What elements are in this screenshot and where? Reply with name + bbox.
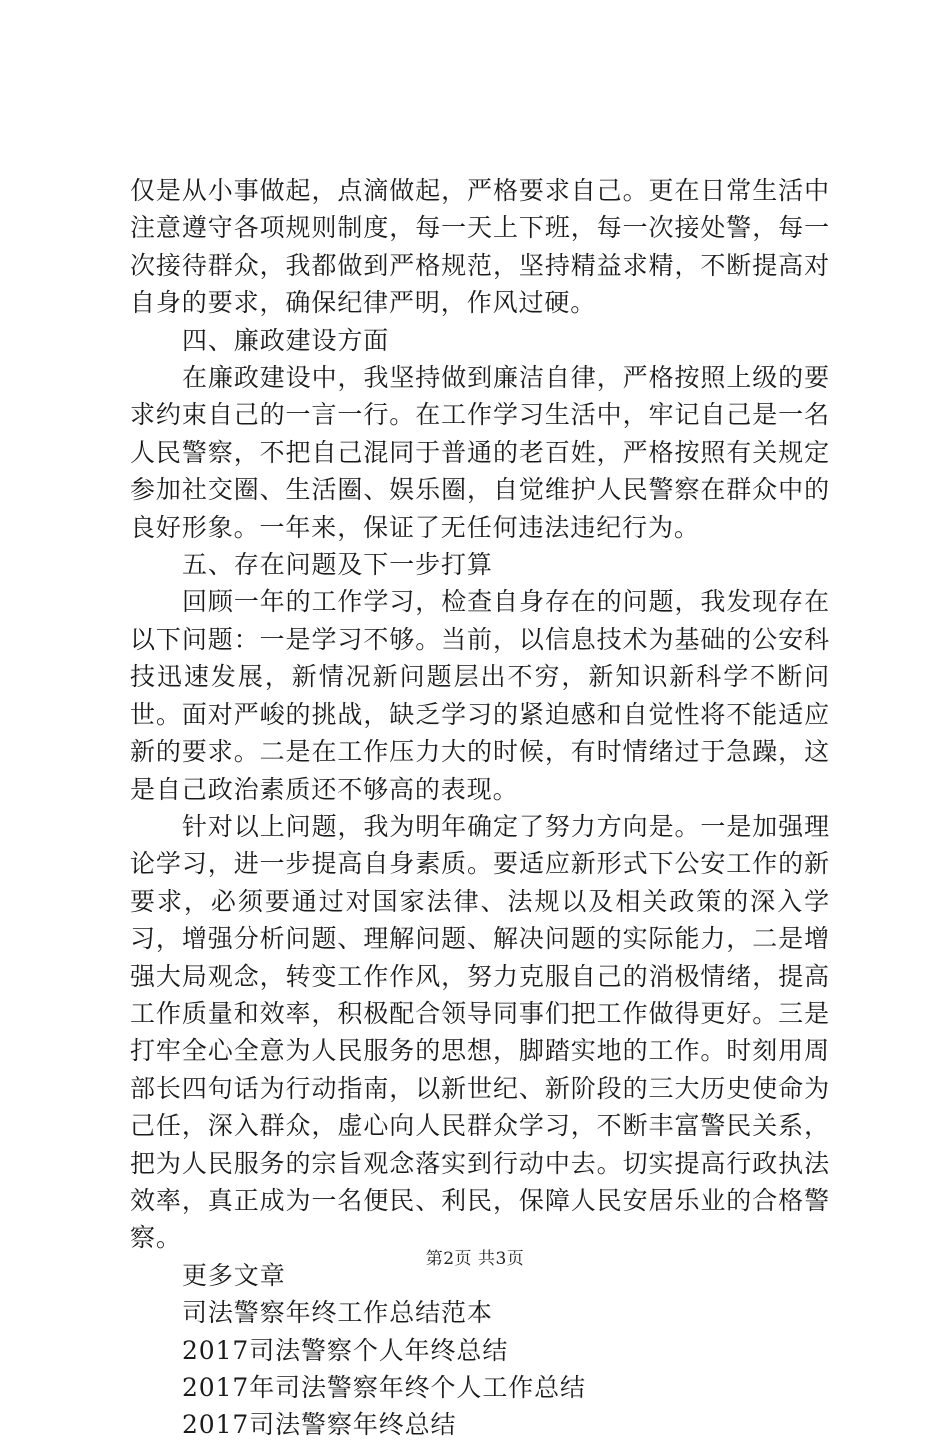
- more-article-link[interactable]: 司法警察年终工作总结范本: [182, 1298, 493, 1328]
- more-article-link[interactable]: 2017年司法警察年终个人工作总结: [182, 1373, 586, 1402]
- paragraph-problems: 回顾一年的工作学习，检查自身存在的问题，我发现存在以下问题：一是学习不够。当前，以信息技术为基础的公安科技迅速发展，新情况新问题层出不穷，新知识新科学不断问世。面对严峻的挑战，缺乏学习的紧迫感和自觉性将不能适应新的要求。二是在工作压力大的时候，有时情绪过于急躁，这是自己政治素质还不够高的表现。: [130, 587, 830, 804]
- more-articles-list: [130, 1294, 830, 1444]
- paragraph-integrity: 在廉政建设中，我坚持做到廉洁自律，严格按照上级的要求约束自己的一言一行。在工作学习生活中，牢记自己是一名人民警察，不把自己混同于普通的老百姓，严格按照有关规定参加社交圈、生活圈、娱乐圈，自觉维护人民警察在群众中的良好形象。一年来，保证了无任何违法违纪行为。: [130, 363, 830, 542]
- more-articles-heading: 更多文章: [182, 1260, 286, 1290]
- more-article-link[interactable]: 2017司法警察个人年终总结: [182, 1335, 509, 1365]
- section-heading-integrity: 四、廉政建设方面: [182, 325, 390, 355]
- more-article-link[interactable]: 2017司法警察年终总结: [182, 1410, 457, 1440]
- paragraph-next-steps: 针对以上问题，我为明年确定了努力方向是。一是加强理论学习，进一步提高自身素质。要适应新形式下公安工作的新要求，必须要通过对国家法律、法规以及相关政策的深入学习，增强分析问题、理解问题、解决问题的实际能力，二是增强大局观念，转变工作作风，努力克服自己的消极情绪，提高工作质量和效率，积极配合领导同事们把工作做得更好。三是打牢全心全意为人民服务的思想，脚踏实地的工作。时刻用周部长四句话为行动指南，以新世纪、新阶段的三大历史使命为己任，深入群众，虚心向人民群众学习，不断丰富警民关系，把为人民服务的宗旨观念落实到行动中去。切实提高行政执法效率，真正成为一名便民、利民，保障人民安居乐业的合格警察。: [130, 811, 830, 1253]
- section-heading-problems: 五、存在问题及下一步打算: [182, 550, 493, 580]
- paragraph-continuation: 仅是从小事做起，点滴做起，严格要求自己。更在日常生活中注意遵守各项规则制度，每一天上下班，每一次接处警，每一次接待群众，我都做到严格规范，坚持精益求精，不断提高对自身的要求，确保纪律严明，作风过硬。: [130, 176, 830, 318]
- page-footer: 第2页 共3页: [425, 1249, 525, 1269]
